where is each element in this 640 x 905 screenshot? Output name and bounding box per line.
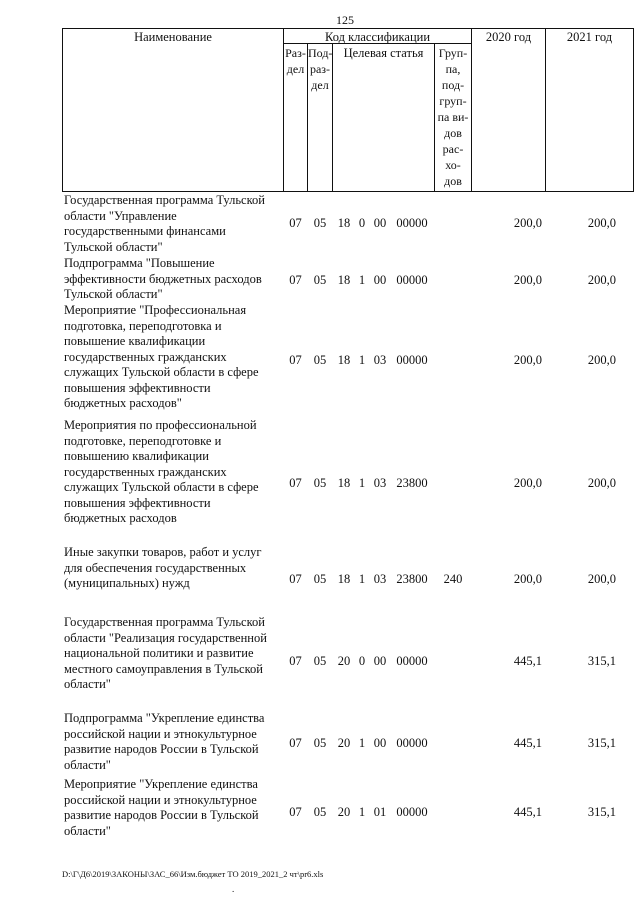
row-podrazdel: 05 [313,805,327,819]
row-t1: 18 [337,476,351,490]
row-t3: 01 [373,805,387,819]
row-v2021: 315,1 [587,654,616,668]
row-v2020: 445,1 [513,805,542,819]
row-v2021: 200,0 [587,216,616,230]
row-t4: 00000 [396,273,428,287]
row-t3: 03 [373,572,387,586]
row-v2020: 200,0 [513,572,542,586]
row-t3: 03 [373,353,387,367]
row-v2020: 200,0 [513,273,542,287]
row-name: Мероприятие "Укрепление единства российской нации и этнокультурное развитие народов России в Тульской области" [64,777,259,838]
row-v2020: 200,0 [513,216,542,230]
row-v2020: 200,0 [513,353,542,367]
header-name: Наименование [134,30,212,44]
row-name: Государственная программа Тульской области "Управление государственными финансами Тульской области" [64,193,265,254]
row-v2021: 200,0 [587,273,616,287]
row-t3: 00 [373,736,387,750]
row-t1: 20 [337,736,351,750]
row-name: Мероприятие "Профессиональная подготовка, переподготовка и повышение квалификации государственных гражданских служащих Тульской области в сфере повышения эффективности бюджетных расходов" [64,303,259,410]
row-t4: 00000 [396,353,428,367]
row-v2021: 315,1 [587,805,616,819]
row-name: Подпрограмма "Повышение эффективности бюджетных расходов Тульской области" [64,256,262,301]
row-podrazdel: 05 [313,572,327,586]
table-top-border [62,28,634,29]
header-group: Груп- па, под- груп- па ви- дов рас- хо- дов [437,46,469,188]
row-name: Государственная программа Тульской области "Реализация государственной национальной политики и развитие местного самоуправления в Тульской области" [64,615,267,691]
row-t1: 18 [337,273,351,287]
page-number: 125 [336,13,354,27]
file-path-footer: D:\Г\Д6\2019\ЗАКОНЫ\ЗАС_66\Изм.бюджет ТО 2019_2021_2 чт\pr6.xls [62,869,324,879]
row-name: Иные закупки товаров, работ и услуг для обеспечения государственных (муниципальных) нужд [64,545,262,590]
row-razdel: 07 [289,654,302,668]
row-t1: 18 [337,353,351,367]
row-podrazdel: 05 [313,476,327,490]
row-t1: 18 [337,572,351,586]
row-t1: 20 [337,805,351,819]
row-t2: 1 [358,572,366,586]
vline-classification [471,28,472,192]
row-t2: 1 [358,736,366,750]
row-name: Подпрограмма "Укрепление единства российской нации и этнокультурное развитие народов России в Тульской области" [64,711,265,772]
row-t3: 00 [373,273,387,287]
header-year-2021: 2021 год [566,30,613,44]
row-t2: 1 [358,805,366,819]
row-razdel: 07 [289,353,302,367]
row-t1: 18 [337,216,351,230]
header-subsection: Под- раз- дел [308,46,333,92]
row-razdel: 07 [289,736,302,750]
row-v2020: 445,1 [513,736,542,750]
row-razdel: 07 [289,572,302,586]
row-v2021: 200,0 [587,353,616,367]
footer-mark: . [232,884,235,894]
row-razdel: 07 [289,476,302,490]
row-razdel: 07 [289,805,302,819]
row-t2: 1 [358,273,366,287]
row-podrazdel: 05 [313,736,327,750]
row-v2021: 315,1 [587,736,616,750]
row-t4: 00000 [396,805,428,819]
header-target: Целевая статья [343,46,424,60]
vline-right [633,28,634,192]
row-t4: 23800 [396,476,428,490]
row-t3: 03 [373,476,387,490]
row-podrazdel: 05 [313,216,327,230]
header-bottom-border [62,191,634,192]
row-podrazdel: 05 [313,353,327,367]
row-t1: 20 [337,654,351,668]
row-v2021: 200,0 [587,476,616,490]
row-podrazdel: 05 [313,273,327,287]
row-t2: 1 [358,353,366,367]
header-classification: Код классификации [324,30,431,44]
row-t2: 0 [358,216,366,230]
header-year-2020: 2020 год [485,30,532,44]
row-t4: 23800 [396,572,428,586]
row-v2020: 445,1 [513,654,542,668]
vline-2020 [545,28,546,192]
row-t4: 00000 [396,654,428,668]
vline-subsection [332,43,333,192]
row-t2: 0 [358,654,366,668]
row-razdel: 07 [289,216,302,230]
row-podrazdel: 05 [313,654,327,668]
row-t4: 00000 [396,216,428,230]
row-vid: 240 [443,572,463,586]
row-razdel: 07 [289,273,302,287]
row-t3: 00 [373,216,387,230]
row-name: Мероприятия по профессиональной подготовке, переподготовке и повышению квалификации государственных гражданских служащих Тульской области в сфере повышения эффективности бюджетных расходов [64,418,259,525]
header-section: Раз- дел [285,46,306,76]
row-v2021: 200,0 [587,572,616,586]
row-v2020: 200,0 [513,476,542,490]
row-t2: 1 [358,476,366,490]
vline-left [62,28,63,192]
row-t4: 00000 [396,736,428,750]
row-t3: 00 [373,654,387,668]
